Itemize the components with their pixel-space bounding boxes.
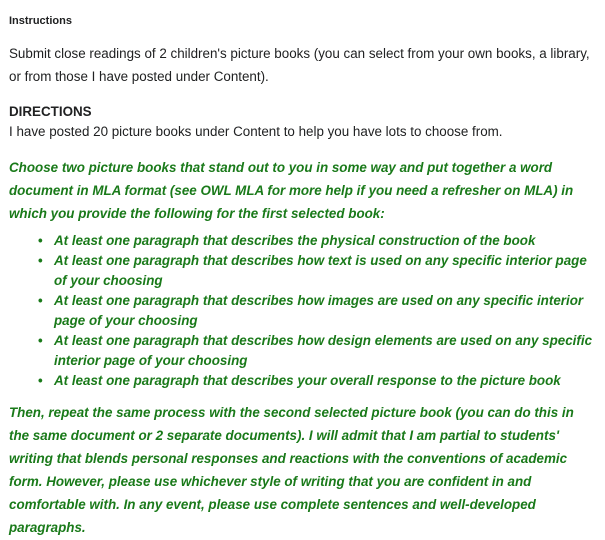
directions-text: I have posted 20 picture books under Content to help you have lots to choose from. — [9, 124, 503, 139]
requirement-item — [38, 291, 594, 331]
requirement-text: At least one paragraph that describes the physical construction of the book — [54, 233, 536, 248]
directions-closing: Then, repeat the same process with the second selected picture book (you can do this in the same document or 2 separate documents). I will admit that I am partial to students' writing that blends personal responses and reactions with the conventions of academic form. However, please use whichever style of writing that you are confident in and comfortable with. In any event, please use complete sentences and well-developed paragraphs. — [9, 405, 574, 535]
requirement-text: At least one paragraph that describes your overall response to the picture book — [54, 373, 561, 388]
requirement-text: At least one paragraph that describes how text is used on any specific interior page of your choosing — [54, 253, 587, 288]
requirement-text: At least one paragraph that describes how design elements are used on any specific interior page of your choosing — [54, 333, 593, 368]
requirement-item — [38, 371, 594, 391]
bullet-icon: • — [38, 233, 43, 248]
instructions-heading: Instructions — [9, 15, 72, 27]
requirement-item — [38, 331, 594, 371]
bullet-icon: • — [38, 333, 43, 348]
bullet-icon: • — [38, 373, 43, 388]
directions-lead: Choose two picture books that stand out to you in some way and put together a word document in MLA format (see OWL MLA for more help if you need a refresher on MLA) in which you provide the following for the first selected book: — [9, 160, 574, 221]
requirements-list — [9, 231, 594, 391]
requirement-item — [38, 251, 594, 291]
requirement-item — [38, 231, 594, 251]
bullet-icon: • — [38, 293, 43, 308]
directions-heading: DIRECTIONS — [9, 104, 92, 119]
instructions-intro: Submit close readings of 2 children's picture books (you can select from your own books, a library, or from those I have posted under Content). — [9, 46, 590, 84]
bullet-icon: • — [38, 253, 43, 268]
requirement-text: At least one paragraph that describes how images are used on any specific interior page of your choosing — [54, 293, 584, 328]
